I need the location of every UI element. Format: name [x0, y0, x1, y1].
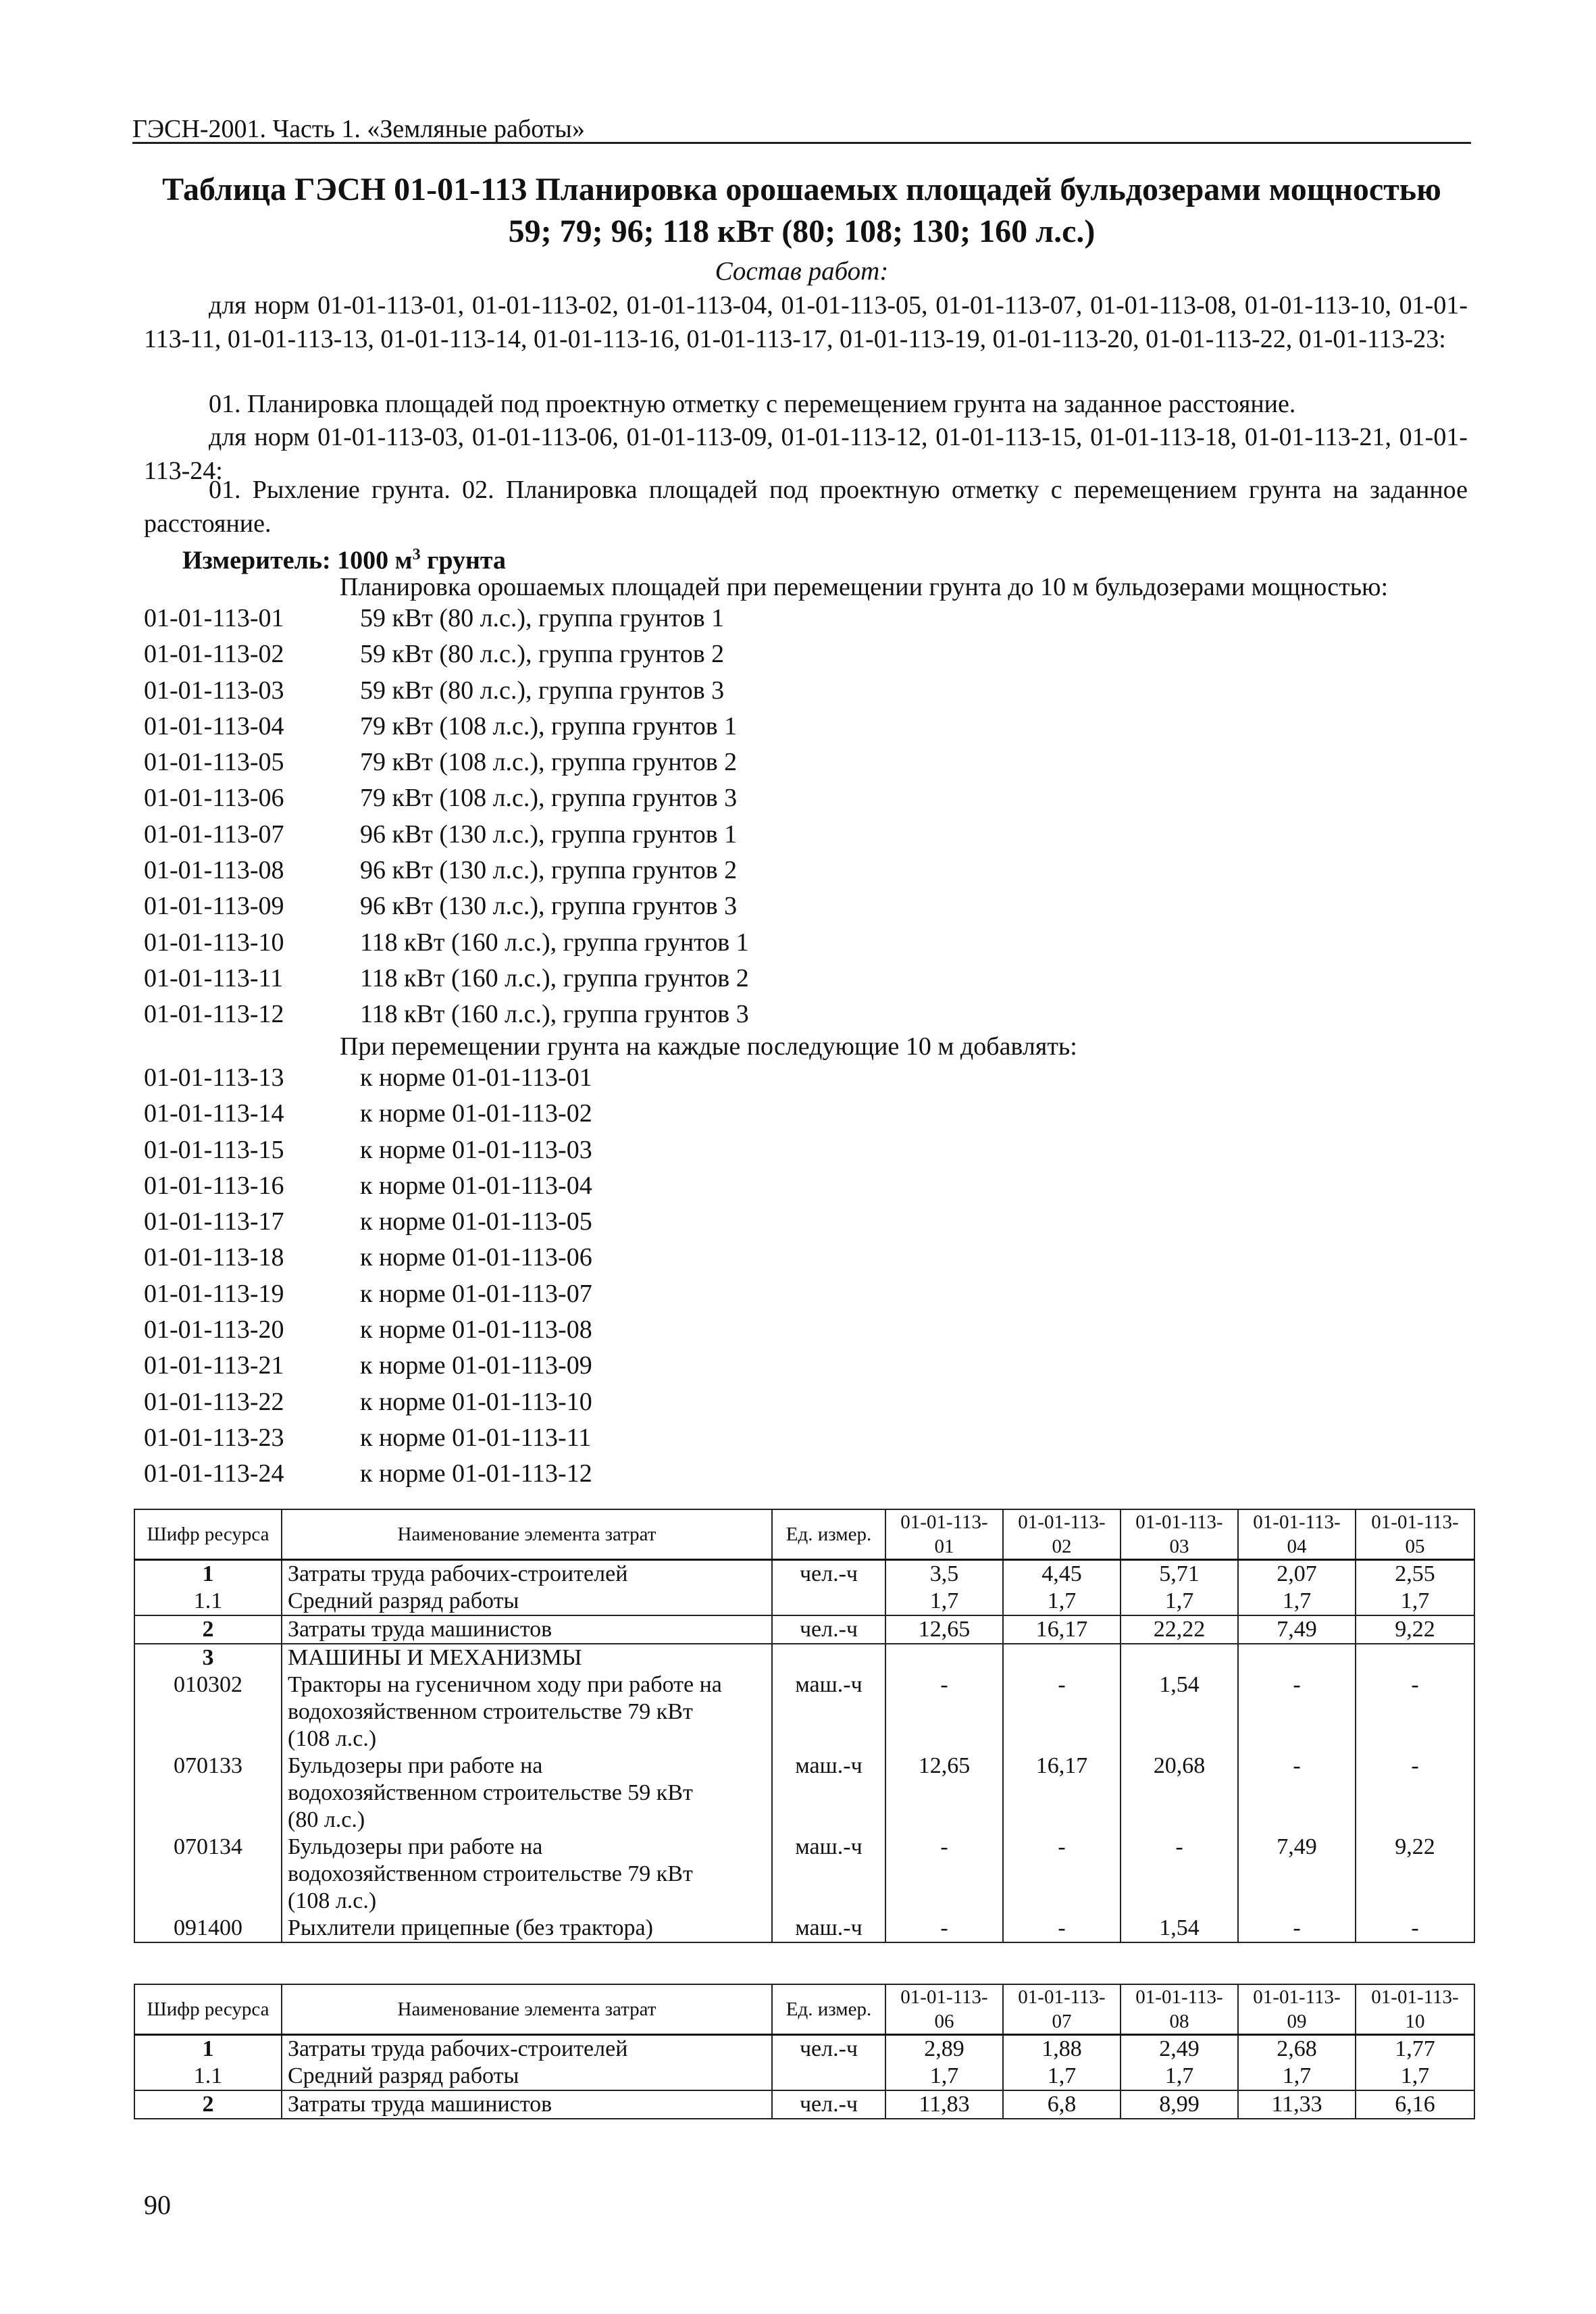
norm-code: 01-01-113-14	[144, 1099, 284, 1128]
row-name-line: (80 л.с.)	[288, 1807, 365, 1832]
norm-desc: к норме 01-01-113-12	[360, 1459, 592, 1488]
row-name: Затраты труда машинистов	[282, 1615, 772, 1644]
norms-group2-caption: При перемещении грунта на каждые последующие 10 м добавлять:	[340, 1032, 1077, 1061]
row-value: 2,89	[885, 2035, 1003, 2063]
norm-desc: к норме 01-01-113-10	[360, 1387, 592, 1416]
row-value: -	[1356, 1915, 1474, 1942]
row-value: 3,5	[885, 1560, 1003, 1588]
row-value: 1,7	[1356, 1588, 1474, 1615]
norm-row	[144, 1456, 1427, 1492]
header-code: Шифр ресурса	[134, 1984, 282, 2035]
norm-row	[144, 1204, 1427, 1240]
header-unit: Ед. измер.	[772, 1984, 885, 2035]
header-norm: 01-01-113-02	[1003, 1509, 1121, 1560]
norm-row	[144, 1132, 1427, 1168]
page-number: 90	[144, 2190, 171, 2220]
norm-code: 01-01-113-16	[144, 1171, 284, 1200]
norm-desc: к норме 01-01-113-08	[360, 1315, 592, 1344]
row-name: Затраты труда рабочих-строителей	[282, 2035, 772, 2063]
norm-code: 01-01-113-10	[144, 928, 284, 957]
section-title: МАШИНЫ И МЕХАНИЗМЫ	[282, 1644, 772, 1671]
norm-row	[144, 1384, 1427, 1420]
table-title	[132, 169, 1471, 253]
norm-row	[144, 1096, 1427, 1132]
norm-code: 01-01-113-11	[144, 963, 284, 992]
norm-desc: 118 кВт (160 л.с.), группа грунтов 2	[360, 963, 749, 992]
norm-row	[144, 1420, 1427, 1456]
table-row	[134, 1560, 1474, 1588]
row-value: -	[1356, 1753, 1474, 1834]
row-value: -	[885, 1671, 1003, 1753]
row-code: 1.1	[134, 1588, 282, 1615]
row-value: 1,7	[1238, 2063, 1356, 2090]
row-code: 070134	[134, 1834, 282, 1915]
row-value: 16,17	[1003, 1615, 1121, 1644]
title-line-2: 59; 79; 96; 118 кВт (80; 108; 130; 160 л.с.)	[508, 213, 1096, 249]
norm-row	[144, 1312, 1427, 1348]
row-name	[282, 1671, 772, 1753]
row-value: 2,55	[1356, 1560, 1474, 1588]
measurer-text: Измеритель: 1000 м	[182, 546, 413, 575]
table-header-row	[134, 1984, 1474, 2035]
row-name-line: (108 л.с.)	[288, 1888, 377, 1913]
header-name: Наименование элемента затрат	[282, 1984, 772, 2035]
row-name	[282, 1834, 772, 1915]
norm-desc: к норме 01-01-113-09	[360, 1351, 592, 1380]
resource-table-1	[134, 1509, 1475, 1943]
norm-desc: к норме 01-01-113-03	[360, 1135, 592, 1164]
row-name-line: Тракторы на гусеничном ходу при работе на	[288, 1672, 722, 1697]
row-value: 11,83	[885, 2090, 1003, 2119]
row-code: 1.1	[134, 2063, 282, 2090]
row-unit: чел.-ч	[772, 1615, 885, 1644]
header-norm: 01-01-113-01	[885, 1509, 1003, 1560]
row-value: 1,7	[1003, 2063, 1121, 2090]
norm-code: 01-01-113-03	[144, 676, 284, 705]
norm-row	[144, 961, 1427, 997]
norm-row	[144, 745, 1427, 780]
empty-cell	[1238, 1644, 1356, 1671]
row-value: -	[1356, 1671, 1474, 1753]
table-row	[134, 1915, 1474, 1942]
table-header-row	[134, 1509, 1474, 1560]
empty-cell	[772, 1644, 885, 1671]
norm-code: 01-01-113-08	[144, 856, 284, 885]
row-name: Затраты труда рабочих-строителей	[282, 1560, 772, 1588]
norm-desc: 96 кВт (130 л.с.), группа грунтов 3	[360, 892, 738, 921]
composition-caption: Состав работ:	[715, 257, 889, 286]
title-line-1: Таблица ГЭСН 01-01-113 Планировка орошаемых площадей бульдозерами мощностью	[162, 172, 1441, 207]
norm-row	[144, 925, 1427, 961]
composition-group2-works: 01. Рыхление грунта. 02. Планировка площадей под проектную отметку с перемещением грунта на заданное расстояние.	[144, 476, 1468, 538]
row-name: Средний разряд работы	[282, 1588, 772, 1615]
norm-code: 01-01-113-12	[144, 1000, 284, 1029]
table-row	[134, 1588, 1474, 1615]
row-code: 091400	[134, 1915, 282, 1942]
norm-code: 01-01-113-21	[144, 1351, 284, 1380]
norms-group1-list	[144, 601, 1427, 1033]
norm-code: 01-01-113-05	[144, 748, 284, 777]
norm-code: 01-01-113-18	[144, 1243, 284, 1272]
row-value: 1,7	[1121, 2063, 1238, 2090]
row-code: 3	[134, 1644, 282, 1671]
row-unit: маш.-ч	[772, 1834, 885, 1915]
norm-code: 01-01-113-09	[144, 892, 284, 921]
row-unit: чел.-ч	[772, 1560, 885, 1588]
row-value: 2,68	[1238, 2035, 1356, 2063]
norm-row	[144, 1348, 1427, 1384]
row-value: 1,54	[1121, 1915, 1238, 1942]
norm-row	[144, 1168, 1427, 1204]
norm-desc: к норме 01-01-113-04	[360, 1171, 592, 1200]
table-row	[134, 1615, 1474, 1644]
norm-row	[144, 888, 1427, 924]
row-value: 1,7	[1003, 1588, 1121, 1615]
norm-row	[144, 673, 1427, 709]
header-norm: 01-01-113-03	[1121, 1509, 1238, 1560]
row-code: 2	[134, 2090, 282, 2119]
norm-row	[144, 1060, 1427, 1096]
row-value: 1,7	[1121, 1588, 1238, 1615]
row-value: 7,49	[1238, 1834, 1356, 1915]
norm-code: 01-01-113-06	[144, 784, 284, 813]
row-value: 6,8	[1003, 2090, 1121, 2119]
header-norm: 01-01-113-09	[1238, 1984, 1356, 2035]
row-value: 1,7	[1238, 1588, 1356, 1615]
norm-code: 01-01-113-04	[144, 711, 284, 740]
row-value: -	[1238, 1671, 1356, 1753]
norms-group2-list	[144, 1060, 1427, 1492]
measurer-tail: грунта	[420, 546, 506, 575]
norm-code: 01-01-113-23	[144, 1423, 284, 1452]
norm-code: 01-01-113-19	[144, 1279, 284, 1308]
row-value: 1,7	[1356, 2063, 1474, 2090]
row-value: -	[1121, 1834, 1238, 1915]
row-name-line: Бульдозеры при работе на	[288, 1834, 543, 1859]
row-unit: чел.-ч	[772, 2090, 885, 2119]
row-name: Рыхлители прицепные (без трактора)	[282, 1915, 772, 1942]
composition-group1-norms: для норм 01-01-113-01, 01-01-113-02, 01-01-113-04, 01-01-113-05, 01-01-113-07, 01-01-113-08, 01-01-113-10, 01-01-113-11, 01-01-113-13, 01-01-113-14, 01-01-113-16, 01-01-113-17, 01-01-113-19, 01-01-113-20, 01-01-113-22, 01-01-113-23:	[144, 291, 1468, 353]
row-value: 9,22	[1356, 1834, 1474, 1915]
row-name-line: (108 л.с.)	[288, 1726, 377, 1751]
norm-desc: 79 кВт (108 л.с.), группа грунтов 1	[360, 711, 738, 740]
header-norm: 01-01-113-10	[1356, 1984, 1474, 2035]
row-value: 1,7	[885, 1588, 1003, 1615]
table-row	[134, 1671, 1474, 1753]
row-value: 2,49	[1121, 2035, 1238, 2063]
row-value: 6,16	[1356, 2090, 1474, 2119]
norm-code: 01-01-113-22	[144, 1387, 284, 1416]
norm-code: 01-01-113-24	[144, 1459, 284, 1488]
row-code: 2	[134, 1615, 282, 1644]
norm-code: 01-01-113-13	[144, 1063, 284, 1092]
row-code: 070133	[134, 1753, 282, 1834]
row-value: 1,54	[1121, 1671, 1238, 1753]
norm-row	[144, 636, 1427, 672]
row-value: 2,07	[1238, 1560, 1356, 1588]
row-value: 7,49	[1238, 1615, 1356, 1644]
header-norm: 01-01-113-08	[1121, 1984, 1238, 2035]
empty-cell	[885, 1644, 1003, 1671]
row-value: -	[1238, 1915, 1356, 1942]
norm-desc: 59 кВт (80 л.с.), группа грунтов 1	[360, 604, 725, 632]
norm-desc: к норме 01-01-113-05	[360, 1207, 592, 1236]
table-row	[134, 1644, 1474, 1671]
row-value: -	[885, 1834, 1003, 1915]
norm-code: 01-01-113-01	[144, 604, 284, 632]
measurer-sup: 3	[412, 546, 421, 563]
row-name-line: Бульдозеры при работе на	[288, 1753, 543, 1778]
header-code: Шифр ресурса	[134, 1509, 282, 1560]
norm-desc: 118 кВт (160 л.с.), группа грунтов 1	[360, 928, 749, 957]
norm-desc: к норме 01-01-113-02	[360, 1099, 592, 1128]
composition-group2-norms: для норм 01-01-113-03, 01-01-113-06, 01-01-113-09, 01-01-113-12, 01-01-113-15, 01-01-113-18, 01-01-113-21, 01-01-113-24:	[144, 423, 1468, 485]
row-value: -	[1238, 1753, 1356, 1834]
row-value: 5,71	[1121, 1560, 1238, 1588]
header-rule	[132, 142, 1471, 144]
row-value: 4,45	[1003, 1560, 1121, 1588]
row-value: 16,17	[1003, 1753, 1121, 1834]
row-value: -	[885, 1915, 1003, 1942]
row-value: 8,99	[1121, 2090, 1238, 2119]
norm-row	[144, 817, 1427, 853]
header-name: Наименование элемента затрат	[282, 1509, 772, 1560]
resource-table-2	[134, 1984, 1475, 2119]
row-value: 22,22	[1121, 1615, 1238, 1644]
row-name: Средний разряд работы	[282, 2063, 772, 2090]
norm-desc: 96 кВт (130 л.с.), группа грунтов 1	[360, 820, 738, 849]
norm-desc: 59 кВт (80 л.с.), группа грунтов 3	[360, 676, 725, 705]
norm-row	[144, 709, 1427, 745]
row-name-line: водохозяйственном строительстве 79 кВт	[288, 1861, 693, 1886]
row-value: 12,65	[885, 1615, 1003, 1644]
header-norm: 01-01-113-06	[885, 1984, 1003, 2035]
row-code: 1	[134, 1560, 282, 1588]
row-unit: чел.-ч	[772, 2035, 885, 2063]
norm-code: 01-01-113-02	[144, 640, 284, 669]
table-row	[134, 1834, 1474, 1915]
norm-code: 01-01-113-07	[144, 820, 284, 849]
table-row	[134, 2090, 1474, 2119]
row-value: 12,65	[885, 1753, 1003, 1834]
norm-row	[144, 1240, 1427, 1276]
row-value: -	[1003, 1834, 1121, 1915]
row-unit: маш.-ч	[772, 1915, 885, 1942]
header-norm: 01-01-113-05	[1356, 1509, 1474, 1560]
row-value: 9,22	[1356, 1615, 1474, 1644]
norm-desc: к норме 01-01-113-07	[360, 1279, 592, 1308]
row-unit: маш.-ч	[772, 1671, 885, 1753]
row-value: 1,88	[1003, 2035, 1121, 2063]
row-unit	[772, 1588, 885, 1615]
row-code: 010302	[134, 1671, 282, 1753]
row-value: -	[1003, 1671, 1121, 1753]
row-value: 1,77	[1356, 2035, 1474, 2063]
norm-desc: 96 кВт (130 л.с.), группа грунтов 2	[360, 856, 738, 885]
norms-group1-caption: Планировка орошаемых площадей при перемещении грунта до 10 м бульдозерами мощностью:	[340, 573, 1389, 601]
norm-desc: к норме 01-01-113-01	[360, 1063, 592, 1092]
row-unit: маш.-ч	[772, 1753, 885, 1834]
row-name-line: водохозяйственном строительстве 79 кВт	[288, 1699, 693, 1724]
row-name: Затраты труда машинистов	[282, 2090, 772, 2119]
norm-desc: 118 кВт (160 л.с.), группа грунтов 3	[360, 1000, 749, 1029]
empty-cell	[1003, 1644, 1121, 1671]
row-value: -	[1003, 1915, 1121, 1942]
norm-code: 01-01-113-15	[144, 1135, 284, 1164]
header-norm: 01-01-113-04	[1238, 1509, 1356, 1560]
norm-desc: 79 кВт (108 л.с.), группа грунтов 2	[360, 748, 738, 777]
norm-desc: 59 кВт (80 л.с.), группа грунтов 2	[360, 640, 725, 669]
row-value: 1,7	[885, 2063, 1003, 2090]
norm-row	[144, 601, 1427, 636]
empty-cell	[1121, 1644, 1238, 1671]
table-row	[134, 2063, 1474, 2090]
table-row	[134, 2035, 1474, 2063]
norm-row	[144, 853, 1427, 888]
row-unit	[772, 2063, 885, 2090]
header-unit: Ед. измер.	[772, 1509, 885, 1560]
row-name	[282, 1753, 772, 1834]
norm-code: 01-01-113-17	[144, 1207, 284, 1236]
norm-desc: к норме 01-01-113-06	[360, 1243, 592, 1272]
row-name-line: водохозяйственном строительстве 59 кВт	[288, 1780, 693, 1805]
norm-row	[144, 1276, 1427, 1312]
header-norm: 01-01-113-07	[1003, 1984, 1121, 2035]
norm-row	[144, 997, 1427, 1032]
norm-desc: к норме 01-01-113-11	[360, 1423, 592, 1452]
table-row	[134, 1753, 1474, 1834]
row-code: 1	[134, 2035, 282, 2063]
composition-group1-works: 01. Планировка площадей под проектную отметку с перемещением грунта на заданное расстояние.	[209, 390, 1296, 418]
row-value: 20,68	[1121, 1753, 1238, 1834]
empty-cell	[1356, 1644, 1474, 1671]
row-value: 11,33	[1238, 2090, 1356, 2119]
norm-desc: 79 кВт (108 л.с.), группа грунтов 3	[360, 784, 738, 813]
norm-code: 01-01-113-20	[144, 1315, 284, 1344]
norm-row	[144, 780, 1427, 816]
running-header: ГЭСН-2001. Часть 1. «Земляные работы»	[132, 115, 585, 143]
